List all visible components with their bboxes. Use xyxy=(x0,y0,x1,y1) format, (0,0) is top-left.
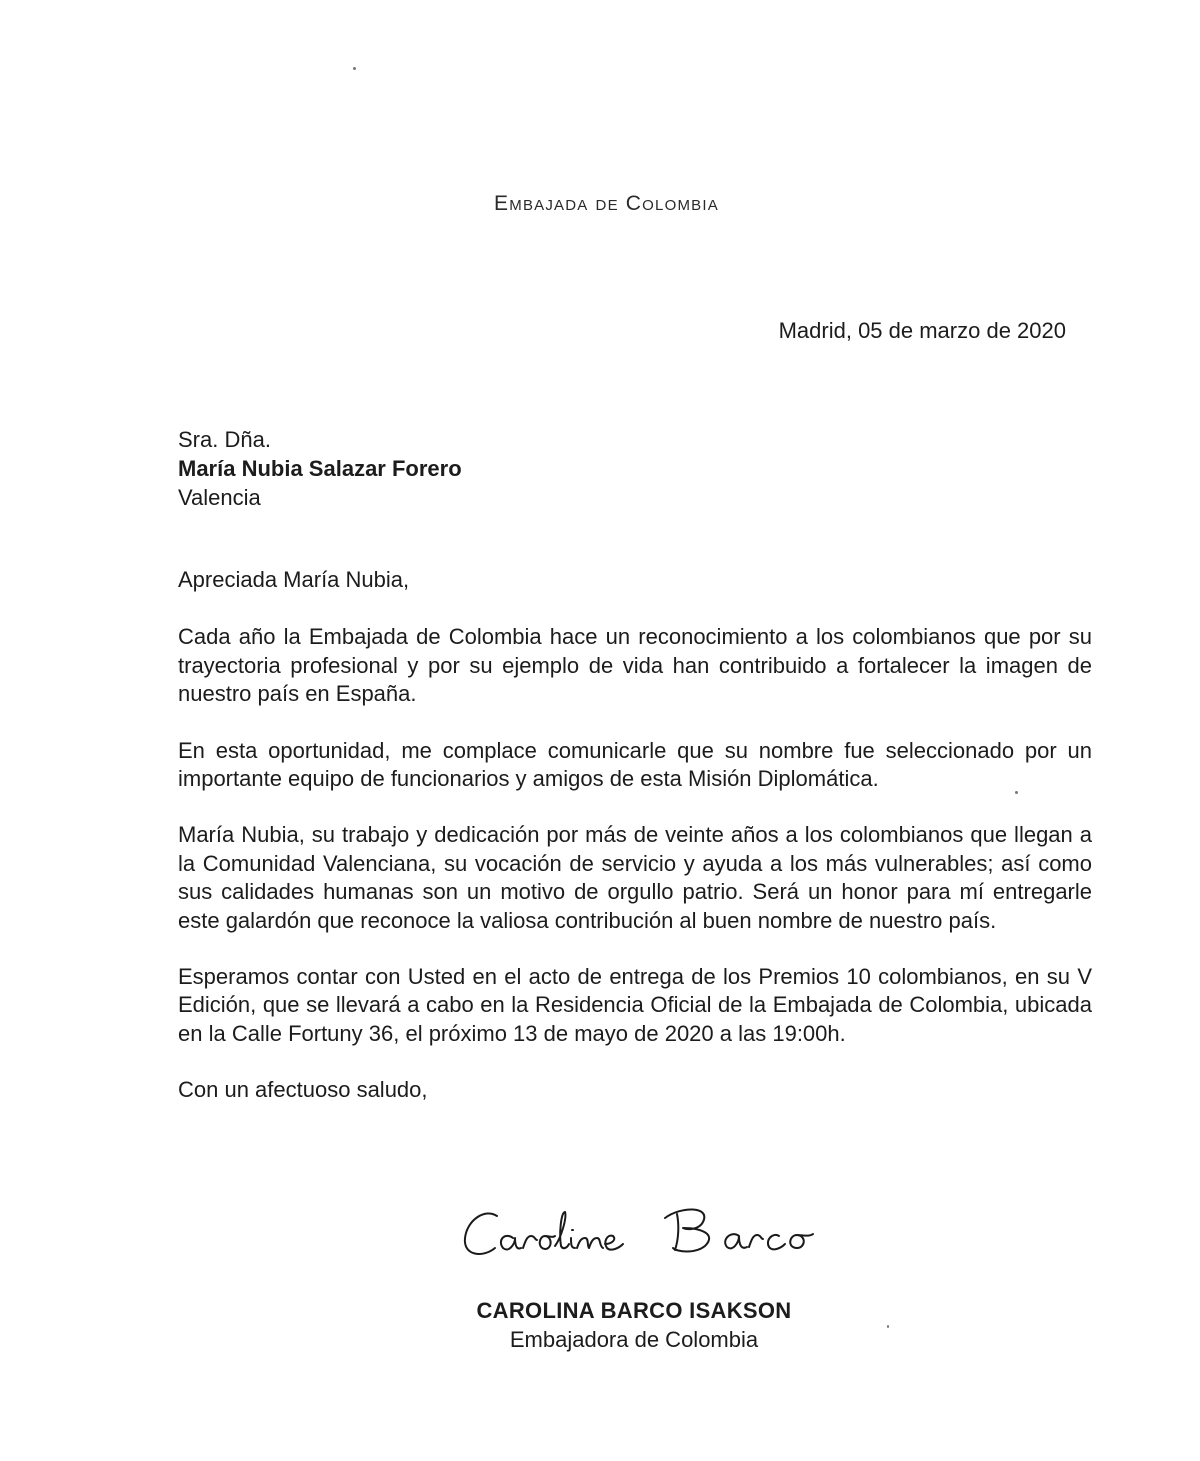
closing: Con un afectuoso saludo, xyxy=(178,1077,428,1103)
paragraph-merits: María Nubia, su trabajo y dedicación por más de veinte años a los colombianos que llegan a la Comunidad Valenciana, su vocación de servicio y ayuda a los más vulnerables; así como sus calidades humanas son un motivo de orgullo patrio. Será un honor para mí entregarle este galardón que reconoce la valiosa contribución al buen nombre de nuestro país. xyxy=(178,822,1092,933)
paragraph-invitation: Esperamos contar con Usted en el acto de entrega de los Premios 10 colombianos, en su V Edición, que se llevará a cabo en la Residencia Oficial de la Embajada de Colombia, ubicada en la Calle Fortuny 36, el próximo 13 de mayo de 2020 a las 19:00h. xyxy=(178,964,1092,1046)
scan-speck xyxy=(353,67,356,70)
signer-name: CAROLINA BARCO ISAKSON xyxy=(476,1298,792,1323)
paragraph-recognition: Cada año la Embajada de Colombia hace un reconocimiento a los colombianos que por su trayectoria profesional y por su ejemplo de vida han contribuido a fortalecer la imagen de nuestro país en España. xyxy=(178,624,1092,707)
scan-speck xyxy=(887,1325,889,1328)
signer-block xyxy=(418,1296,850,1354)
letter-date: Madrid, 05 de marzo de 2020 xyxy=(778,318,1066,343)
salutation: Apreciada María Nubia, xyxy=(178,567,410,592)
handwritten-signature xyxy=(455,1198,855,1268)
recipient-title: Sra. Dña. xyxy=(178,427,271,452)
recipient-name: María Nubia Salazar Forero xyxy=(178,456,462,481)
recipient-block xyxy=(178,425,462,512)
embassy-header: Embajada de Colombia xyxy=(494,192,719,215)
letter-body xyxy=(178,566,1092,1133)
signer-role: Embajadora de Colombia xyxy=(509,1327,759,1352)
paragraph-selection: En esta oportunidad, me complace comunicarle que su nombre fue seleccionado por un importante equipo de funcionarios y amigos de esta Misión Diplomática. xyxy=(178,737,1092,792)
recipient-city: Valencia xyxy=(178,485,261,510)
